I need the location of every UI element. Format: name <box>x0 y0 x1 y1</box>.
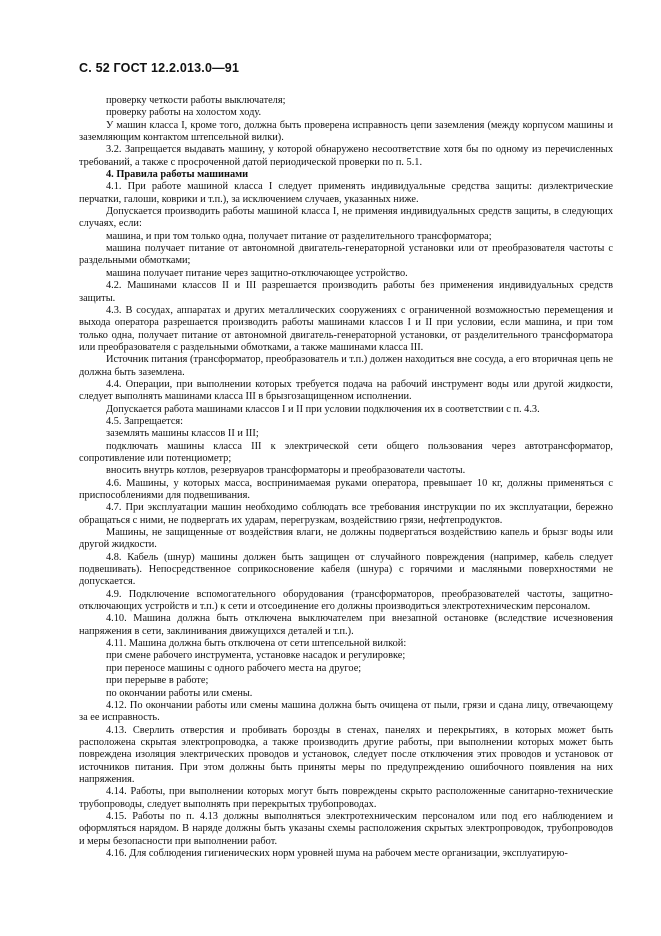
paragraph: 4.2. Машинами классов II и III разрешается производить работы без применения индивидуальных средств защиты. <box>79 280 613 304</box>
paragraph: вносить внутрь котлов, резервуаров трансформаторы и преобразователи частоты. <box>106 465 466 477</box>
paragraph: при перерыве в работе; <box>106 675 209 687</box>
paragraph: при смене рабочего инструмента, установке насадок и регулировке; <box>106 650 406 662</box>
paragraph: 4.12. По окончании работы или смены машина должна быть очищена от пыли, грязи и сдана лицу, отвечающему за ее исправность. <box>79 699 613 724</box>
paragraph: при переносе машины с одного рабочего места на другое; <box>106 662 362 674</box>
paragraph: заземлять машины классов II и III; <box>106 428 259 440</box>
paragraph: машина, и при том только одна, получает питание от разделительного трансформатора; <box>106 230 492 242</box>
paragraph: 3.2. Запрещается выдавать машину, у которой обнаружено несоответствие хотя бы по одному из перечисленных требований, а также с просроченной датой периодической проверки по п. 5.1. <box>79 144 613 168</box>
document-body <box>79 95 613 860</box>
section-heading: 4. Правила работы машинами <box>106 169 249 181</box>
paragraph: подключать машины класса III к электрической сети общего пользования через автотрансформатор, сопротивление или потенциометр; <box>79 440 613 464</box>
paragraph: проверку четкости работы выключателя; <box>106 95 286 106</box>
paragraph: проверку работы на холостом ходу. <box>106 107 262 119</box>
paragraph: Допускается работа машинами классов I и II при условии подключения их в соответствии с п. 4.3. <box>106 403 540 415</box>
paragraph: 4.7. При эксплуатации машин необходимо соблюдать все требования инструкции по их эксплуатации, бережно обращаться с ними, не подвергать их ударам, перегрузкам, воздействию грязи, нефтепродуктов. <box>79 502 613 526</box>
paragraph: машина получает питание через защитно-отключающее устройство. <box>106 267 408 279</box>
paragraph: 4.9. Подключение вспомогательного оборудования (трансформаторов, преобразователей частоты, защитно-отключающих устройств и т.п.) к сети и отсоединение его должны производиться электротехническим персоналом. <box>79 588 613 613</box>
paragraph: 4.8. Кабель (шнур) машины должен быть защищен от случайного повреждения (например, кабель следует подвешивать). Непосредственное соприкосновение кабеля (шнура) с горячими и масляными поверхностями не допускается. <box>79 551 613 588</box>
paragraph: 4.5. Запрещается: <box>106 415 184 427</box>
page-header: С. 52 ГОСТ 12.2.013.0—91 <box>79 61 240 75</box>
paragraph: Машины, не защищенные от воздействия влаги, не должны подвергаться воздействию капель и брызг воды или другой жидкости. <box>79 527 613 551</box>
paragraph: 4.14. Работы, при выполнении которых могут быть повреждены скрыто расположенные санитарно-технические трубопроводы, следует выполнять при перекрытых трубопроводах. <box>79 786 613 810</box>
paragraph: 4.1. При работе машиной класса I следует применять индивидуальные средства защиты: диэлектрические перчатки, галоши, коврики и т.п.), за исключением случаев, указанных ниже. <box>79 181 613 205</box>
paragraph: 4.11. Машина должна быть отключена от сети штепсельной вилкой: <box>106 638 407 650</box>
paragraph: 4.16. Для соблюдения гигиенических норм уровней шума на рабочем месте организации, эксплуатирую- <box>106 847 568 859</box>
paragraph: У машин класса I, кроме того, должна быть проверена исправность цепи заземления (между корпусом машины и заземляющим контактом штепсельной вилки). <box>79 119 613 144</box>
paragraph: 4.15. Работы по п. 4.13 должны выполняться электротехническим персоналом или под его наблюдением и оформляться нарядом. В наряде должны быть указаны схемы расположения скрытых электропроводок, трубопроводов и меры безопасности при выполнении работ. <box>79 810 613 847</box>
paragraph: 4.4. Операции, при выполнении которых требуется подача на рабочий инструмент воды или другой жидкости, следует выполнять машинами класса III в брызгозащищенном исполнении. <box>79 378 613 403</box>
paragraph: машина получает питание от автономной двигатель-генераторной установки или от преобразователя частоты с раздельными обмотками; <box>79 243 613 267</box>
paragraph: 4.3. В сосудах, аппаратах и других металлических сооружениях с ограниченной возможностью перемещения и выхода оператора разрешается производить работы машинами классов I и II при условии, если машина, и при том только одна, получает питание от автономной двигатель-генераторной установки, от разделительного трансформатора или преобразователя с раздельными обмотками, а также машинами класса III. <box>79 304 613 353</box>
paragraph: Источник питания (трансформатор, преобразователь и т.п.) должен находиться вне сосуда, а его вторичная цепь не должна быть заземлена. <box>79 354 613 378</box>
paragraph: 4.13. Сверлить отверстия и пробивать борозды в стенах, панелях и перекрытиях, в которых может быть расположена скрытая электропроводка, а также производить другие работы, при выполнении которых может быть повреждена изоляция электрических проводов и установок, следует после отключения этих проводов и установок от источников питания. При этом должны быть приняты меры по предупреждению ошибочного появления на них напряжения. <box>79 724 613 785</box>
paragraph: 4.6. Машины, у которых масса, воспринимаемая руками оператора, превышает 10 кг, должны применяться с приспособлениями для подвешивания. <box>79 477 613 501</box>
paragraph: 4.10. Машина должна быть отключена выключателем при внезапной остановке (вследствие исчезновения напряжения в сети, заклинивания движущихся деталей и т.п.). <box>79 613 613 637</box>
paragraph: по окончании работы или смены. <box>106 687 253 699</box>
paragraph: Допускается производить работы машиной класса I, не применяя индивидуальных средств защиты, в следующих случаях, если: <box>79 206 613 230</box>
